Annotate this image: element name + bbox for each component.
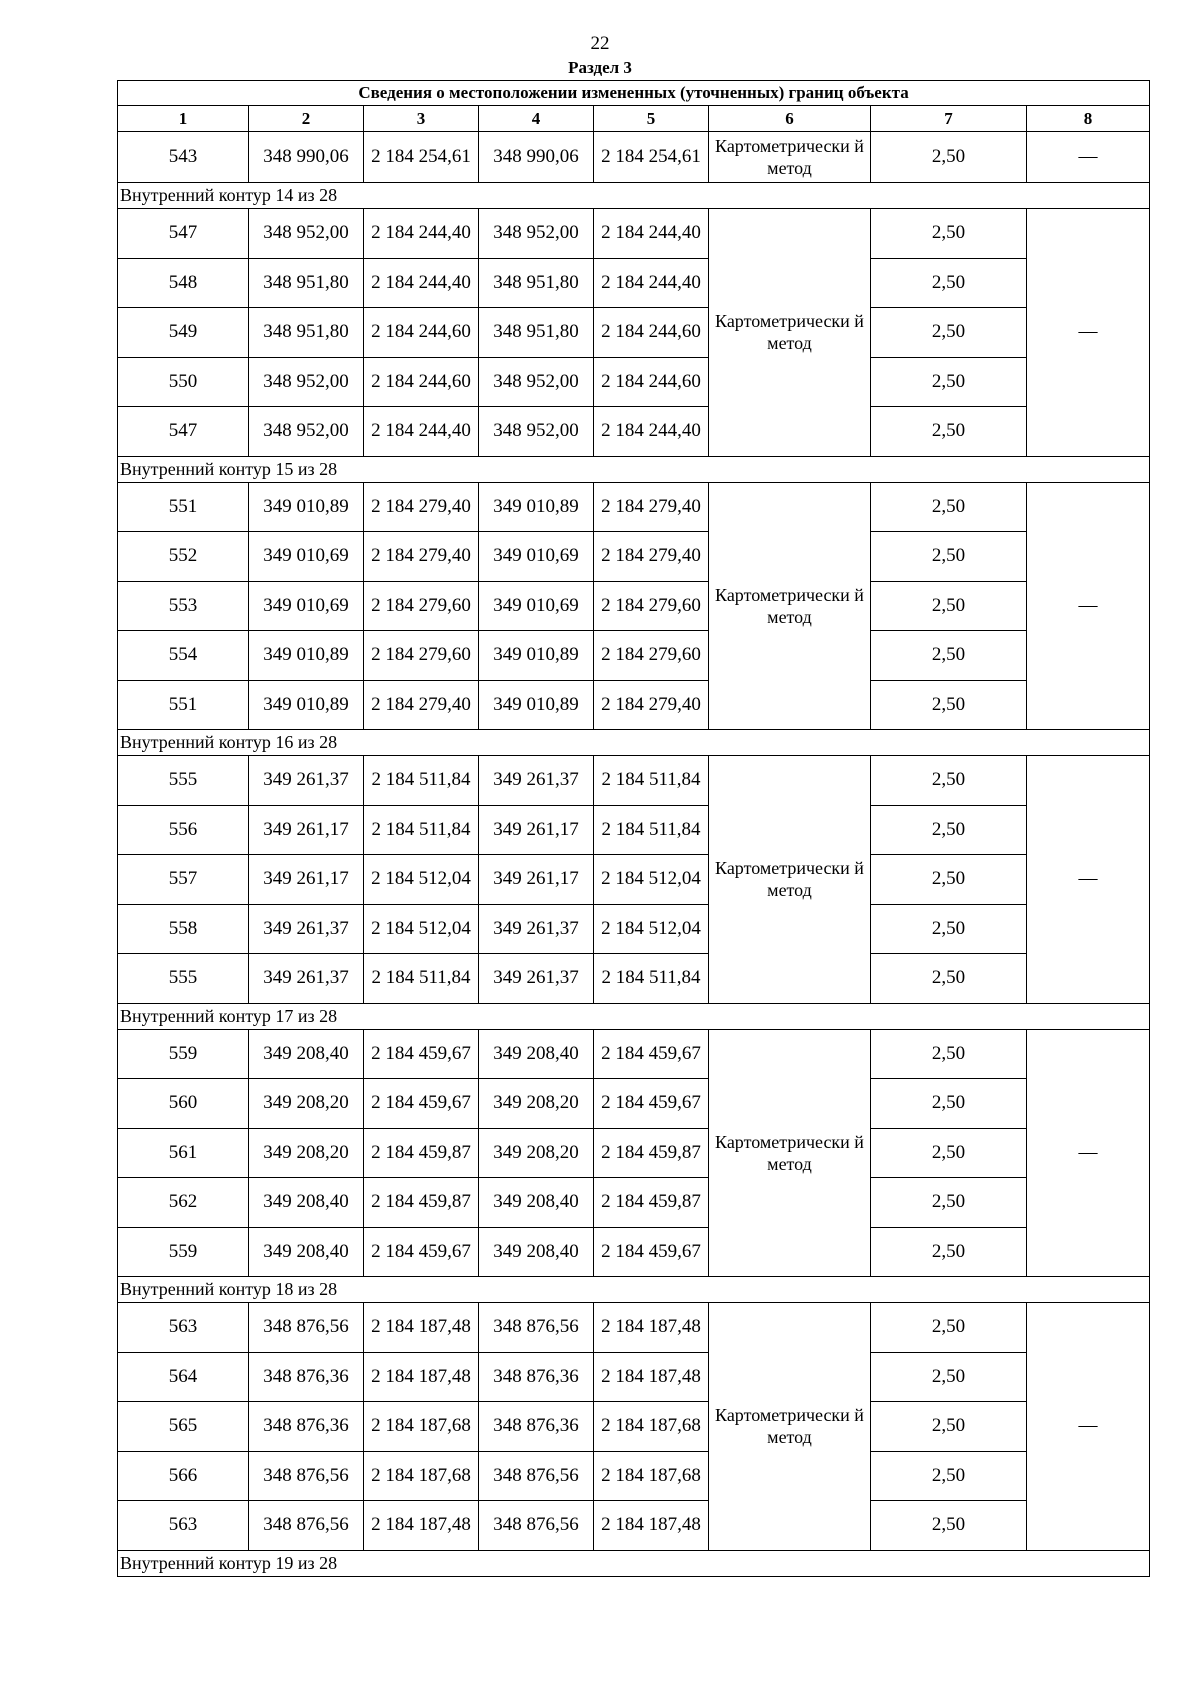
contour-label: Внутренний контур 16 из 28 (118, 730, 1150, 756)
x-old: 348 876,56 (249, 1451, 364, 1501)
x-old: 348 952,00 (249, 209, 364, 259)
y-new: 2 184 254,61 (594, 132, 709, 183)
y-new: 2 184 279,40 (594, 532, 709, 582)
contour-label-row (118, 1003, 1150, 1029)
contour-label: Внутренний контур 17 из 28 (118, 1003, 1150, 1029)
point-number: 564 (118, 1352, 249, 1402)
y-old: 2 184 279,40 (364, 482, 479, 532)
y-old: 2 184 512,04 (364, 904, 479, 954)
coordinates-table (117, 80, 1150, 1577)
point-number: 548 (118, 258, 249, 308)
y-old: 2 184 279,60 (364, 581, 479, 631)
point-number: 543 (118, 132, 249, 183)
y-old: 2 184 459,67 (364, 1079, 479, 1129)
column-number: 4 (479, 106, 594, 132)
precision: 2,50 (871, 680, 1027, 730)
x-old: 348 951,80 (249, 258, 364, 308)
y-new: 2 184 511,84 (594, 954, 709, 1004)
y-new: 2 184 187,68 (594, 1402, 709, 1452)
y-old: 2 184 279,40 (364, 532, 479, 582)
y-new: 2 184 279,60 (594, 631, 709, 681)
x-old: 349 208,20 (249, 1128, 364, 1178)
method-cell: Картометрически й метод (709, 209, 871, 457)
column-number: 3 (364, 106, 479, 132)
point-number: 552 (118, 532, 249, 582)
contour-label-row (118, 730, 1150, 756)
precision: 2,50 (871, 1227, 1027, 1277)
column-number: 5 (594, 106, 709, 132)
note-dash: — (1027, 756, 1150, 1004)
point-number: 563 (118, 1303, 249, 1353)
column-number: 2 (249, 106, 364, 132)
y-old: 2 184 459,67 (364, 1227, 479, 1277)
method-cell: Картометрически й метод (709, 1029, 871, 1277)
y-old: 2 184 244,40 (364, 407, 479, 457)
y-old: 2 184 459,87 (364, 1128, 479, 1178)
table-row (118, 1501, 1150, 1551)
table-row (118, 904, 1150, 954)
x-new: 348 876,56 (479, 1451, 594, 1501)
y-new: 2 184 187,48 (594, 1501, 709, 1551)
table-row (118, 855, 1150, 905)
y-old: 2 184 244,40 (364, 258, 479, 308)
y-old: 2 184 254,61 (364, 132, 479, 183)
point-number: 565 (118, 1402, 249, 1452)
precision: 2,50 (871, 855, 1027, 905)
precision: 2,50 (871, 756, 1027, 806)
precision: 2,50 (871, 1352, 1027, 1402)
y-old: 2 184 187,48 (364, 1352, 479, 1402)
point-number: 558 (118, 904, 249, 954)
point-number: 559 (118, 1029, 249, 1079)
y-new: 2 184 279,40 (594, 482, 709, 532)
y-new: 2 184 459,67 (594, 1079, 709, 1129)
column-number: 6 (709, 106, 871, 132)
y-old: 2 184 512,04 (364, 855, 479, 905)
y-old: 2 184 279,60 (364, 631, 479, 681)
precision: 2,50 (871, 631, 1027, 681)
y-new: 2 184 459,87 (594, 1128, 709, 1178)
precision: 2,50 (871, 407, 1027, 457)
x-old: 348 876,36 (249, 1402, 364, 1452)
y-new: 2 184 187,68 (594, 1451, 709, 1501)
x-new: 349 261,37 (479, 954, 594, 1004)
point-number: 561 (118, 1128, 249, 1178)
point-number: 559 (118, 1227, 249, 1277)
precision: 2,50 (871, 1451, 1027, 1501)
y-old: 2 184 511,84 (364, 756, 479, 806)
x-old: 348 876,56 (249, 1501, 364, 1551)
table-row (118, 1303, 1150, 1353)
point-number: 560 (118, 1079, 249, 1129)
precision: 2,50 (871, 132, 1027, 183)
point-number: 555 (118, 756, 249, 806)
precision: 2,50 (871, 209, 1027, 259)
method-cell: Картометрически й метод (709, 482, 871, 730)
table-row (118, 581, 1150, 631)
point-number: 563 (118, 1501, 249, 1551)
x-new: 348 876,36 (479, 1402, 594, 1452)
contour-label: Внутренний контур 19 из 28 (118, 1550, 1150, 1576)
y-new: 2 184 244,60 (594, 357, 709, 407)
table-row (118, 1227, 1150, 1277)
y-new: 2 184 244,60 (594, 308, 709, 358)
y-new: 2 184 244,40 (594, 407, 709, 457)
precision: 2,50 (871, 904, 1027, 954)
x-old: 348 990,06 (249, 132, 364, 183)
table-row (118, 532, 1150, 582)
contour-label: Внутренний контур 18 из 28 (118, 1277, 1150, 1303)
table-row (118, 1402, 1150, 1452)
table-row (118, 1029, 1150, 1079)
y-old: 2 184 279,40 (364, 680, 479, 730)
method-cell: Картометрически й метод (709, 132, 871, 183)
x-new: 349 010,89 (479, 482, 594, 532)
contour-label-row (118, 1277, 1150, 1303)
contour-label-row (118, 456, 1150, 482)
note-dash: — (1027, 209, 1150, 457)
x-new: 349 010,69 (479, 581, 594, 631)
point-number: 547 (118, 209, 249, 259)
point-number: 554 (118, 631, 249, 681)
table-row (118, 482, 1150, 532)
x-old: 348 952,00 (249, 357, 364, 407)
page-number: 22 (590, 33, 610, 54)
y-old: 2 184 244,60 (364, 357, 479, 407)
y-old: 2 184 187,68 (364, 1402, 479, 1452)
point-number: 553 (118, 581, 249, 631)
note-dash: — (1027, 482, 1150, 730)
y-old: 2 184 511,84 (364, 954, 479, 1004)
precision: 2,50 (871, 1029, 1027, 1079)
table-row (118, 631, 1150, 681)
precision: 2,50 (871, 1128, 1027, 1178)
x-old: 349 010,89 (249, 680, 364, 730)
y-new: 2 184 512,04 (594, 855, 709, 905)
y-new: 2 184 512,04 (594, 904, 709, 954)
x-new: 349 208,40 (479, 1227, 594, 1277)
note-dash: — (1027, 132, 1150, 183)
x-new: 348 952,00 (479, 407, 594, 457)
table-title-row (118, 81, 1150, 106)
contour-label-row (118, 183, 1150, 209)
method-cell: Картометрически й метод (709, 1303, 871, 1551)
point-number: 557 (118, 855, 249, 905)
x-old: 349 261,37 (249, 904, 364, 954)
y-old: 2 184 459,67 (364, 1029, 479, 1079)
precision: 2,50 (871, 532, 1027, 582)
precision: 2,50 (871, 482, 1027, 532)
table-row (118, 1079, 1150, 1129)
y-new: 2 184 279,40 (594, 680, 709, 730)
section-title: Раздел 3 (568, 58, 632, 77)
x-old: 349 261,17 (249, 855, 364, 905)
point-number: 566 (118, 1451, 249, 1501)
y-new: 2 184 459,67 (594, 1227, 709, 1277)
point-number: 562 (118, 1178, 249, 1228)
precision: 2,50 (871, 357, 1027, 407)
x-old: 348 952,00 (249, 407, 364, 457)
table-row (118, 209, 1150, 259)
x-old: 349 010,69 (249, 581, 364, 631)
column-number-row (118, 106, 1150, 132)
column-number: 7 (871, 106, 1027, 132)
y-new: 2 184 279,60 (594, 581, 709, 631)
table-row (118, 308, 1150, 358)
table-row (118, 756, 1150, 806)
x-new: 348 876,36 (479, 1352, 594, 1402)
point-number: 549 (118, 308, 249, 358)
x-new: 349 208,20 (479, 1128, 594, 1178)
table-row (118, 1451, 1150, 1501)
x-new: 349 261,37 (479, 756, 594, 806)
y-new: 2 184 459,87 (594, 1178, 709, 1228)
x-old: 349 010,89 (249, 482, 364, 532)
precision: 2,50 (871, 1402, 1027, 1452)
precision: 2,50 (871, 1303, 1027, 1353)
x-old: 349 208,20 (249, 1079, 364, 1129)
y-new: 2 184 511,84 (594, 805, 709, 855)
precision: 2,50 (871, 308, 1027, 358)
y-old: 2 184 244,60 (364, 308, 479, 358)
x-old: 348 951,80 (249, 308, 364, 358)
x-new: 349 261,17 (479, 855, 594, 905)
precision: 2,50 (871, 258, 1027, 308)
y-old: 2 184 187,68 (364, 1451, 479, 1501)
x-old: 349 261,17 (249, 805, 364, 855)
x-old: 349 010,89 (249, 631, 364, 681)
y-old: 2 184 187,48 (364, 1303, 479, 1353)
contour-label: Внутренний контур 14 из 28 (118, 183, 1150, 209)
y-new: 2 184 187,48 (594, 1352, 709, 1402)
x-old: 348 876,36 (249, 1352, 364, 1402)
x-new: 349 208,40 (479, 1029, 594, 1079)
x-new: 348 952,00 (479, 209, 594, 259)
method-cell: Картометрически й метод (709, 756, 871, 1004)
point-number: 547 (118, 407, 249, 457)
table-row (118, 258, 1150, 308)
table-row (118, 132, 1150, 183)
precision: 2,50 (871, 805, 1027, 855)
table-title: Сведения о местоположении измененных (уточненных) границ объекта (118, 81, 1150, 106)
table-row (118, 407, 1150, 457)
x-new: 348 951,80 (479, 308, 594, 358)
table-row (118, 954, 1150, 1004)
x-new: 349 208,20 (479, 1079, 594, 1129)
y-new: 2 184 187,48 (594, 1303, 709, 1353)
note-dash: — (1027, 1029, 1150, 1277)
x-new: 349 208,40 (479, 1178, 594, 1228)
table-row (118, 680, 1150, 730)
point-number: 555 (118, 954, 249, 1004)
x-old: 349 261,37 (249, 756, 364, 806)
y-new: 2 184 244,40 (594, 209, 709, 259)
note-dash: — (1027, 1303, 1150, 1551)
table-row (118, 357, 1150, 407)
x-old: 349 208,40 (249, 1029, 364, 1079)
x-new: 349 010,69 (479, 532, 594, 582)
y-old: 2 184 187,48 (364, 1501, 479, 1551)
precision: 2,50 (871, 581, 1027, 631)
x-new: 348 951,80 (479, 258, 594, 308)
table-row (118, 1178, 1150, 1228)
x-new: 348 876,56 (479, 1501, 594, 1551)
x-new: 349 261,17 (479, 805, 594, 855)
point-number: 551 (118, 680, 249, 730)
x-new: 349 261,37 (479, 904, 594, 954)
y-old: 2 184 511,84 (364, 805, 479, 855)
point-number: 556 (118, 805, 249, 855)
column-number: 8 (1027, 106, 1150, 132)
point-number: 550 (118, 357, 249, 407)
precision: 2,50 (871, 1079, 1027, 1129)
x-old: 349 261,37 (249, 954, 364, 1004)
x-new: 348 952,00 (479, 357, 594, 407)
table-row (118, 1128, 1150, 1178)
y-new: 2 184 244,40 (594, 258, 709, 308)
contour-label: Внутренний контур 15 из 28 (118, 456, 1150, 482)
x-new: 349 010,89 (479, 631, 594, 681)
x-old: 349 208,40 (249, 1178, 364, 1228)
precision: 2,50 (871, 954, 1027, 1004)
table-row (118, 1352, 1150, 1402)
y-new: 2 184 459,67 (594, 1029, 709, 1079)
x-old: 349 208,40 (249, 1227, 364, 1277)
table-row (118, 805, 1150, 855)
precision: 2,50 (871, 1501, 1027, 1551)
x-old: 349 010,69 (249, 532, 364, 582)
column-number: 1 (118, 106, 249, 132)
contour-label-row (118, 1550, 1150, 1576)
x-new: 348 876,56 (479, 1303, 594, 1353)
y-old: 2 184 244,40 (364, 209, 479, 259)
x-old: 348 876,56 (249, 1303, 364, 1353)
x-new: 349 010,89 (479, 680, 594, 730)
precision: 2,50 (871, 1178, 1027, 1228)
x-new: 348 990,06 (479, 132, 594, 183)
y-old: 2 184 459,87 (364, 1178, 479, 1228)
point-number: 551 (118, 482, 249, 532)
y-new: 2 184 511,84 (594, 756, 709, 806)
